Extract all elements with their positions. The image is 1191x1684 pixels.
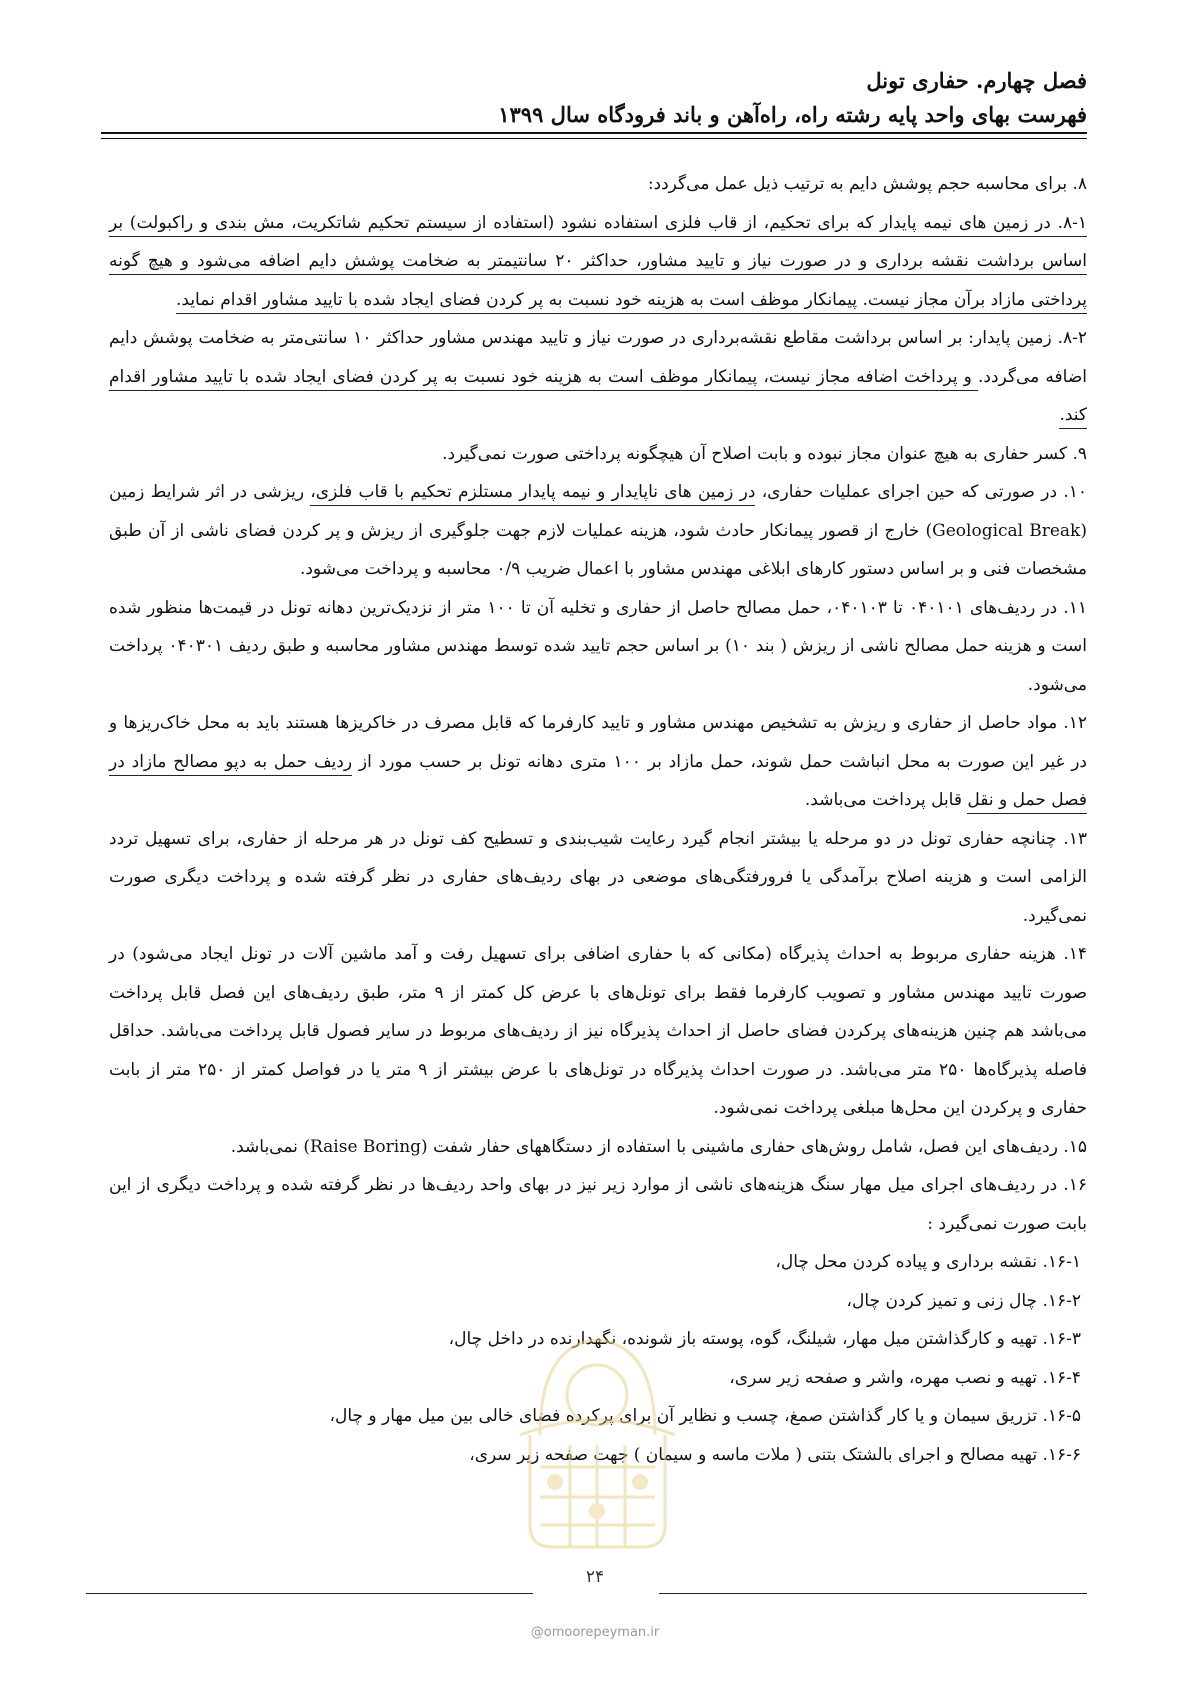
underlined-text: و پرداخت اضافه مجاز نیست، پیمانکار موظف است به هزینه خود نسبت به پر کردن فضای ایجاد شده با تایید مشاور اقدام کند.: [109, 367, 1087, 430]
page-number: ۲۴: [585, 1567, 605, 1587]
clause-16-4: ۱۶-۴. تهیه و نصب مهره، واشر و صفحه زیر سری،: [729, 1367, 1081, 1388]
header-rule-thin: [101, 138, 1087, 139]
clause-10: ۱۰. در صورتی که حین اجرای عملیات حفاری، در زمین های ناپایدار و نیمه پایدار مستلزم تحکیم با قاب فلزی، ریزشی در اثر شرایط زمین (Geological Break) خارج از قصور پیمانکار حادث شود، هزینه عملیات لازم جهت جلوگیری از ریزش و پر کردن فضای ناشی از آن طبق مشخصات فنی و بر اساس دستور کارهای ابلاغی مهندس مشاور با اعمال ضریب ۰/۹ محاسبه و پرداخت می‌شود.: [109, 482, 1088, 579]
clause-8-1: [109, 204, 1087, 320]
clause-8: ۸. برای محاسبه حجم پوشش دایم به ترتیب ذیل عمل می‌گردد:: [647, 174, 1087, 194]
chapter-title: فصل چهارم. حفاری تونل: [866, 68, 1087, 93]
header-rule-thick: [101, 132, 1087, 134]
underlined-text: ردیف حمل به دپو مصالح مازاد در فصل حمل و نقل: [109, 752, 1087, 815]
clause-12: ۱۲. مواد حاصل از حفاری و ریزش به تشخیص مهندس مشاور و تایید کارفرما که قابل مصرف در خاکریزها هستند باید به محل خاک‌ریزها و در غیر این صورت به محل انباشت حمل شوند، حمل مازاد بر ۱۰۰ متری دهانه تونل بر حسب مورد از ردیف حمل به دپو مصالح مازاد در فصل حمل و نقل قابل پرداخت می‌باشد.: [109, 704, 1087, 820]
document-body: [109, 165, 1087, 1474]
clause-14: ۱۴. هزینه حفاری مربوط به احداث پذیرگاه (مکانی که با حفاری اضافی برای تسهیل رفت و آمد ماشین آلات در تونل ایجاد می‌شود) در صورت تایید مهندس مشاور و تصویب کارفرما فقط برای تونل‌های با عرض کل کمتر از ۹ متر، طبق ردیف‌های این فصل قابل پرداخت می‌باشد هم چنین هزینه‌های پرکردن فضای حاصل از احداث پذیرگاه نیز از ردیف‌های مربوط در سایر فصول قابل پرداخت می‌باشد. حداقل فاصله پذیرگاه‌ها ۲۵۰ متر می‌باشد. در صورت احداث پذیرگاه در تونل‌های با عرض بیشتر از ۹ متر یا در فواصل کمتر از ۲۵۰ متر از بابت حفاری و پرکردن این محل‌ها مبلغی پرداخت نمی‌شود.: [109, 944, 1088, 1118]
clause-8-2: ۸-۲. زمین پایدار: بر اساس برداشت مقاطع نقشه‌برداری در صورت نیاز و تایید مهندس مشاور حداکثر ۱۰ سانتی‌متر به ضخامت پوشش دایم اضافه می‌گردد. و پرداخت اضافه مجاز نیست، پیمانکار موظف است به هزینه خود نسبت به پر کردن فضای ایجاد شده با تایید مشاور اقدام کند.: [109, 319, 1087, 435]
page-header: [101, 64, 1087, 132]
clause-16: ۱۶. در ردیف‌های اجرای میل مهار سنگ هزینه‌های ناشی از موارد زیر نیز در بهای واحد ردیف‌ها در نظر گرفته شده و پرداخت دیگری از این بابت صورت نمی‌گیرد :: [109, 1175, 1087, 1234]
clause-16-1: ۱۶-۱. نقشه برداری و پیاده کردن محل چال،: [775, 1252, 1081, 1272]
footer-rule-left: [86, 1593, 533, 1594]
website-watermark: @omoorepeyman.ir: [530, 1625, 660, 1640]
clause-16-3: ۱۶-۳. تهیه و کارگذاشتن میل مهار، شیلنگ، گوه، پوسته باز شونده، نگهدارنده در داخل چال،: [448, 1329, 1081, 1349]
footer-rule-right: [659, 1593, 1087, 1594]
underlined-text: ۸-۱. در زمین های نیمه پایدار که برای تحکیم، از قاب فلزی استفاده نشود (استفاده از سیستم تحکیم شاتکریت، مش بندی و راکبولت) بر اساس برداشت نقشه برداری و در صورت نیاز و تایید مشاور، حداکثر ۲۰ سانتیمتر به ضخامت پوشش دایم اضافه می‌شود و هیچ گونه پرداختی مازاد برآن مجاز نیست. پیمانکار موظف است به هزینه خود نسبت به پر کردن فضای ایجاد شده با تایید مشاور اقدام نماید.: [109, 213, 1087, 314]
clause-15: ۱۵. ردیف‌های این فصل، شامل روش‌های حفاری ماشینی با استفاده از دستگاههای حفار شفت (Raise Boring) نمی‌باشد.: [230, 1136, 1087, 1157]
clause-13: ۱۳. چنانچه حفاری تونل در دو مرحله یا بیشتر انجام گیرد رعایت شیب‌بندی و تسطیح کف تونل در هر مرحله از حفاری، برای تسهیل تردد الزامی است و هزینه اصلاح برآمدگی یا فرورفتگی‌های موضعی در بهای ردیف‌های حفاری در نظر گرفته شده و پرداخت دیگری صورت نمی‌گیرد.: [109, 828, 1087, 926]
clause-16-6: ۱۶-۶. تهیه مصالح و اجرای بالشتک بتنی ( ملات ماسه و سیمان ) جهت صفحه زیر سری،: [469, 1444, 1081, 1465]
underlined-text: در زمین های ناپایدار و نیمه پایدار مستلزم تحکیم با قاب فلزی،: [310, 482, 755, 506]
clause-16-5: ۱۶-۵. تزریق سیمان و یا کار گذاشتن صمغ، چسب و نظایر آن برای پرکرده فضای خالی بین میل مهار و چال،: [329, 1406, 1081, 1426]
price-list-title: فهرست بهای واحد پایه رشته راه، راه‌آهن و باند فرودگاه سال ۱۳۹۹: [498, 102, 1087, 127]
clause-16-2: ۱۶-۲. چال زنی و تمیز کردن چال،: [846, 1290, 1081, 1311]
clause-9: ۹. کسر حفاری به هیچ عنوان مجاز نبوده و بابت اصلاح آن هیچگونه پرداختی صورت نمی‌گیرد.: [442, 443, 1087, 464]
clause-11: ۱۱. در ردیف‌های ۰۴۰۱۰۱ تا ۰۴۰۱۰۳، حمل مصالح حاصل از حفاری و تخلیه آن تا ۱۰۰ متر از نزدیک‌ترین دهانه تونل در قیمت‌ها منظور شده است و هزینه حمل مصالح ناشی از ریزش ( بند ۱۰) بر اساس حجم تایید شده توسط مهندس مشاور محاسبه و طبق ردیف ۰۴۰۳۰۱ پرداخت می‌شود.: [109, 597, 1087, 695]
